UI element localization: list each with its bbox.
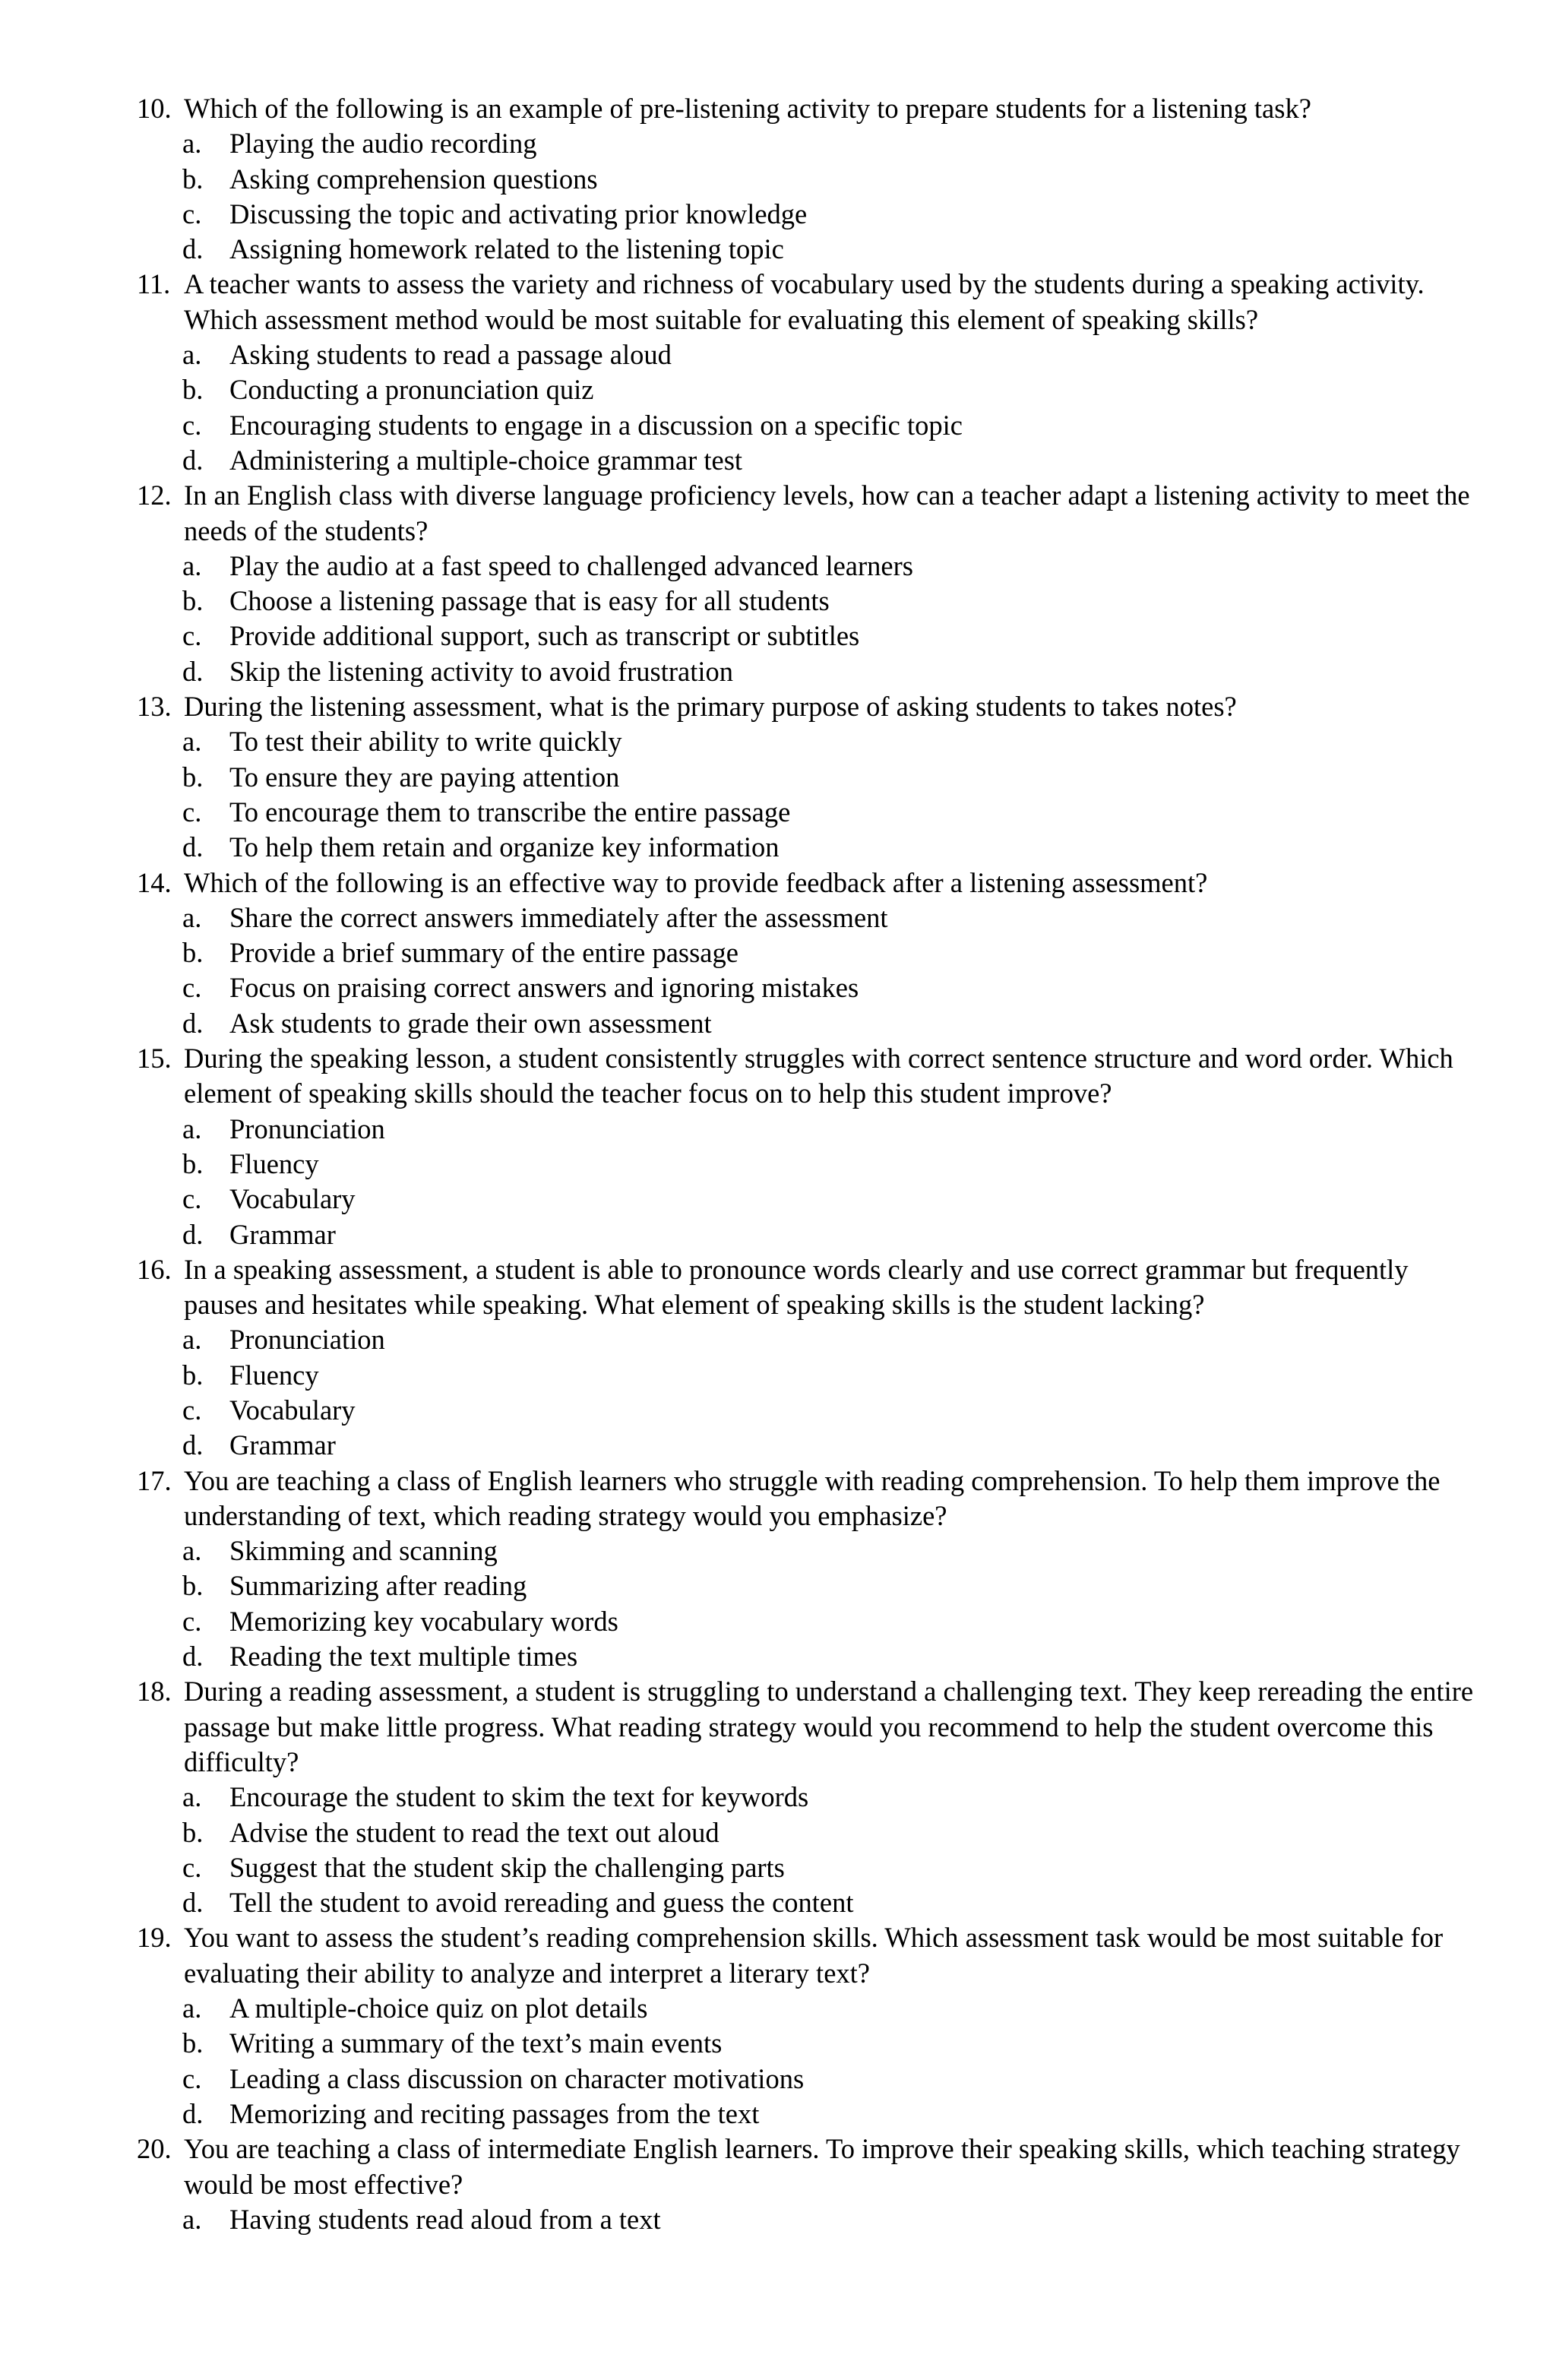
answer-option <box>137 1780 1474 1815</box>
option-letter: c. <box>182 409 202 441</box>
option-text: Play the audio at a fast speed to challenged advanced learners <box>229 549 913 581</box>
option-letter: b. <box>182 761 204 793</box>
option-text: Vocabulary <box>229 1183 356 1215</box>
answer-option <box>137 654 1474 689</box>
question-item <box>137 1920 1474 1991</box>
option-letter: a. <box>182 1112 202 1144</box>
question-text: In an English class with diverse language proficiency levels, how can a teacher adapt a listening activity to meet the needs of the students? <box>184 479 1470 546</box>
option-letter: a. <box>182 549 202 581</box>
option-text: Administering a multiple-choice grammar test <box>229 444 743 476</box>
option-text: Suggest that the student skip the challenging parts <box>229 1851 785 1883</box>
option-text: Skip the listening activity to avoid frustration <box>229 655 733 687</box>
option-letter: a. <box>182 128 202 160</box>
option-letter: b. <box>182 1570 204 1602</box>
answer-option <box>137 1604 1474 1639</box>
question-number: 13. <box>137 691 172 723</box>
question-item <box>137 1674 1474 1780</box>
answer-option <box>137 970 1474 1005</box>
question-text: You are teaching a class of English learners who struggle with reading comprehension. To help them improve the understanding of text, which reading strategy would you emphasize? <box>184 1464 1441 1531</box>
question-number: 10. <box>137 93 172 124</box>
answer-option <box>137 1991 1474 2026</box>
option-text: Advise the student to read the text out aloud <box>229 1816 719 1848</box>
question-text: In a speaking assessment, a student is able to pronounce words clearly and use correct grammar but frequently pauses and hesitates while speaking. What element of speaking skills is the student lacking? <box>184 1253 1409 1321</box>
option-letter: d. <box>182 1887 204 1919</box>
option-text: Provide additional support, such as transcript or subtitles <box>229 620 860 652</box>
answer-option <box>137 1147 1474 1182</box>
option-text: Provide a brief summary of the entire passage <box>229 937 738 969</box>
question-item <box>137 2132 1474 2202</box>
option-letter: d. <box>182 1641 204 1673</box>
option-letter: b. <box>182 2027 204 2059</box>
option-letter: a. <box>182 1992 202 2024</box>
option-text: Skimming and scanning <box>229 1535 498 1567</box>
answer-option <box>137 372 1474 407</box>
option-letter: b. <box>182 374 204 406</box>
answer-option <box>137 900 1474 935</box>
option-letter: b. <box>182 163 204 195</box>
question-text: Which of the following is an effective way to provide feedback after a listening assessment? <box>184 866 1208 898</box>
question-number: 17. <box>137 1464 172 1496</box>
option-text: Discussing the topic and activating prior knowledge <box>229 198 808 229</box>
question-text: A teacher wants to assess the variety and richness of vocabulary used by the students during a speaking activity. Which assessment method would be most suitable for evaluating this element of speaking skills? <box>184 268 1425 335</box>
answer-option <box>137 232 1474 267</box>
question-text: Which of the following is an example of pre-listening activity to prepare students for a listening task? <box>184 93 1311 124</box>
option-text: Memorizing key vocabulary words <box>229 1605 618 1637</box>
option-letter: b. <box>182 1816 204 1848</box>
question-number: 15. <box>137 1043 172 1074</box>
option-letter: d. <box>182 444 204 476</box>
question-item <box>137 866 1474 900</box>
option-text: Ask students to grade their own assessment <box>229 1007 712 1039</box>
answer-option <box>137 1182 1474 1217</box>
option-text: Pronunciation <box>229 1324 385 1356</box>
option-text: Pronunciation <box>229 1112 385 1144</box>
option-letter: b. <box>182 1359 204 1391</box>
option-letter: c. <box>182 620 202 652</box>
option-letter: a. <box>182 1535 202 1567</box>
option-letter: d. <box>182 233 204 265</box>
question-list <box>137 91 1474 2237</box>
question-number: 18. <box>137 1676 172 1707</box>
answer-option <box>137 337 1474 372</box>
option-text: To encourage them to transcribe the entire passage <box>229 796 791 828</box>
answer-option <box>137 619 1474 654</box>
option-letter: c. <box>182 1605 202 1637</box>
option-letter: a. <box>182 901 202 933</box>
option-letter: d. <box>182 655 204 687</box>
option-text: Fluency <box>229 1359 319 1391</box>
option-text: Memorizing and reciting passages from the text <box>229 2097 760 2129</box>
option-letter: a. <box>182 2203 202 2235</box>
option-letter: a. <box>182 1324 202 1356</box>
answer-option <box>137 1322 1474 1357</box>
option-letter: a. <box>182 339 202 371</box>
question-item <box>137 689 1474 724</box>
question-number: 20. <box>137 2133 172 2165</box>
question-text: You want to assess the student’s reading comprehension skills. Which assessment task would be most suitable for evaluating their ability to analyze and interpret a literary text? <box>184 1922 1444 1989</box>
answer-option <box>137 1568 1474 1603</box>
answer-option <box>137 1428 1474 1463</box>
answer-option <box>137 584 1474 619</box>
option-letter: a. <box>182 726 202 758</box>
answer-option <box>137 2026 1474 2061</box>
question-text: You are teaching a class of intermediate English learners. To improve their speaking skills, which teaching strategy would be most effective? <box>184 2133 1460 2200</box>
answer-option <box>137 2062 1474 2097</box>
option-text: Leading a class discussion on character motivations <box>229 2062 805 2094</box>
option-letter: d. <box>182 2097 204 2129</box>
answer-option <box>137 1533 1474 1568</box>
answer-option <box>137 1217 1474 1252</box>
answer-option <box>137 2202 1474 2237</box>
option-letter: b. <box>182 937 204 969</box>
answer-option <box>137 162 1474 197</box>
option-text: Grammar <box>229 1218 336 1250</box>
option-text: To help them retain and organize key information <box>229 831 780 863</box>
option-text: To test their ability to write quickly <box>229 726 622 758</box>
question-item <box>137 267 1474 337</box>
option-text: Choose a listening passage that is easy for all students <box>229 585 830 617</box>
option-letter: c. <box>182 1851 202 1883</box>
option-letter: c. <box>182 1394 202 1426</box>
option-text: Asking students to read a passage aloud <box>229 339 672 371</box>
option-letter: b. <box>182 1147 204 1179</box>
question-item <box>137 1041 1474 1112</box>
question-item <box>137 1464 1474 1534</box>
answer-option <box>137 197 1474 232</box>
option-letter: c. <box>182 198 202 229</box>
option-text: To ensure they are paying attention <box>229 761 620 793</box>
question-text: During a reading assessment, a student is struggling to understand a challenging text. They keep rereading the entire passage but make little progress. What reading strategy would you recommend to help the student overcome this difficulty? <box>184 1676 1474 1777</box>
option-text: Conducting a pronunciation quiz <box>229 374 594 406</box>
option-text: Assigning homework related to the listening topic <box>229 233 784 265</box>
option-text: Asking comprehension questions <box>229 163 598 195</box>
option-text: Encourage the student to skim the text for keywords <box>229 1781 809 1813</box>
option-text: Focus on praising correct answers and ignoring mistakes <box>229 972 859 1004</box>
option-text: Encouraging students to engage in a discussion on a specific topic <box>229 409 963 441</box>
question-number: 12. <box>137 479 172 511</box>
option-text: Fluency <box>229 1147 319 1179</box>
answer-option <box>137 724 1474 759</box>
option-letter: d. <box>182 1429 204 1461</box>
answer-option <box>137 795 1474 830</box>
option-letter: d. <box>182 1007 204 1039</box>
question-item <box>137 1252 1474 1323</box>
question-number: 19. <box>137 1922 172 1954</box>
question-number: 11. <box>137 268 171 300</box>
answer-option <box>137 1358 1474 1393</box>
answer-option <box>137 760 1474 795</box>
question-number: 16. <box>137 1253 172 1285</box>
option-letter: c. <box>182 972 202 1004</box>
answer-option <box>137 408 1474 443</box>
option-text: Tell the student to avoid rereading and guess the content <box>229 1887 854 1919</box>
option-text: A multiple-choice quiz on plot details <box>229 1992 648 2024</box>
option-text: Grammar <box>229 1429 336 1461</box>
question-item <box>137 91 1474 126</box>
option-text: Summarizing after reading <box>229 1570 527 1602</box>
question-number: 14. <box>137 866 172 898</box>
option-letter: d. <box>182 1218 204 1250</box>
option-text: Playing the audio recording <box>229 128 537 160</box>
answer-option <box>137 1815 1474 1850</box>
option-letter: c. <box>182 2062 202 2094</box>
answer-option <box>137 1639 1474 1674</box>
option-letter: b. <box>182 585 204 617</box>
option-letter: d. <box>182 831 204 863</box>
answer-option <box>137 935 1474 970</box>
answer-option <box>137 830 1474 865</box>
answer-option <box>137 126 1474 161</box>
option-text: Vocabulary <box>229 1394 356 1426</box>
option-letter: a. <box>182 1781 202 1813</box>
answer-option <box>137 1885 1474 1920</box>
answer-option <box>137 549 1474 584</box>
question-text: During the speaking lesson, a student consistently struggles with correct sentence structure and word order. Which element of speaking skills should the teacher focus on to help this student improve? <box>184 1043 1453 1109</box>
option-text: Share the correct answers immediately after the assessment <box>229 901 888 933</box>
option-text: Having students read aloud from a text <box>229 2203 661 2235</box>
option-text: Writing a summary of the text’s main events <box>229 2027 723 2059</box>
answer-option <box>137 1850 1474 1885</box>
answer-option <box>137 1393 1474 1428</box>
question-text: During the listening assessment, what is the primary purpose of asking students to takes notes? <box>184 691 1237 723</box>
answer-option <box>137 1006 1474 1041</box>
answer-option <box>137 1112 1474 1147</box>
option-text: Reading the text multiple times <box>229 1641 578 1673</box>
question-item <box>137 478 1474 549</box>
option-letter: c. <box>182 796 202 828</box>
answer-option <box>137 443 1474 478</box>
answer-option <box>137 2097 1474 2132</box>
option-letter: c. <box>182 1183 202 1215</box>
